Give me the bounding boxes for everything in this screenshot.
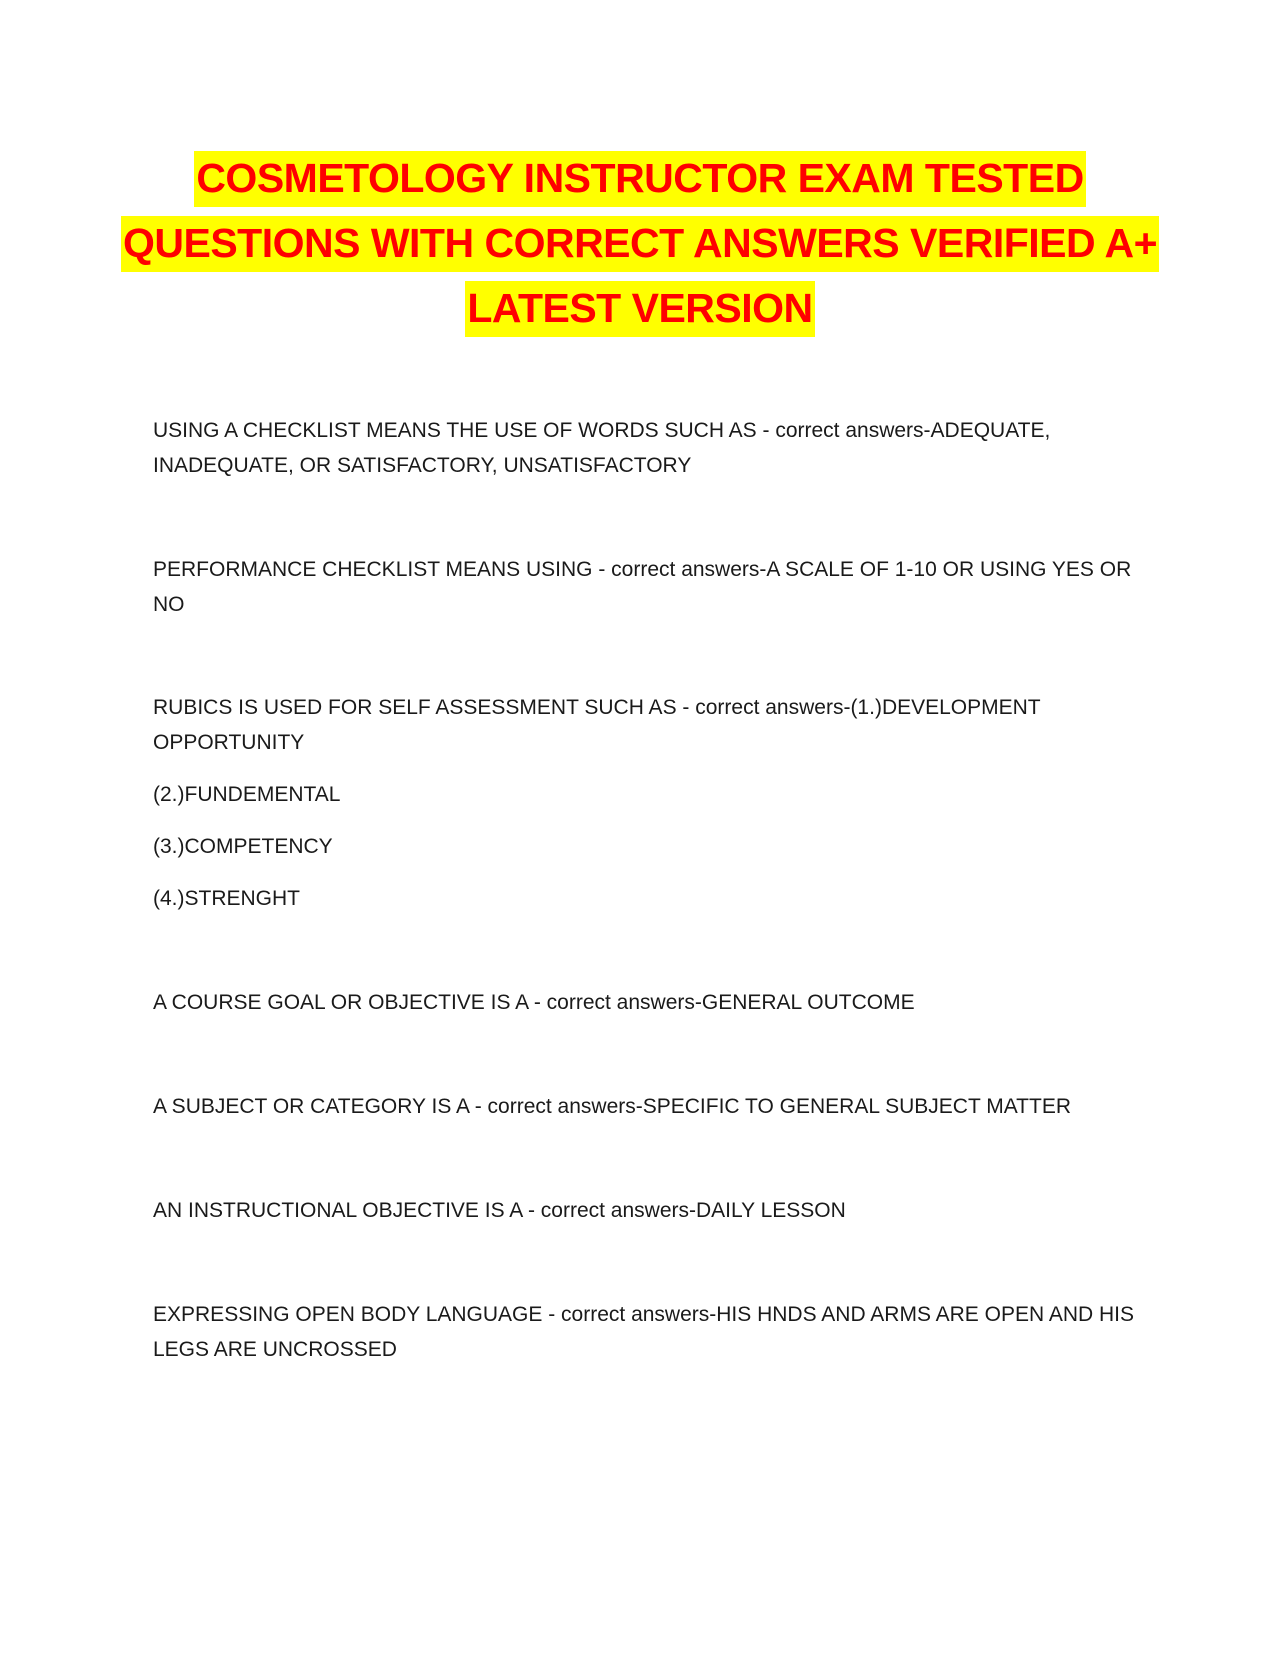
qa-text: OPPORTUNITY [153, 731, 305, 754]
qa-text: AN INSTRUCTIONAL OBJECTIVE IS A - correct answers-DAILY LESSON [153, 1199, 846, 1222]
title-line-3: LATEST VERSION [0, 276, 1280, 341]
qa-text: RUBICS IS USED FOR SELF ASSESSMENT SUCH AS - correct answers-(1.)DEVELOPMENT [153, 696, 1041, 719]
qa-text: EXPRESSING OPEN BODY LANGUAGE - correct answers-HIS HNDS AND ARMS ARE OPEN AND HIS [153, 1303, 1135, 1326]
document-title [0, 146, 1280, 341]
qa-text: INADEQUATE, OR SATISFACTORY, UNSATISFACTORY [153, 454, 692, 477]
qa-text: LEGS ARE UNCROSSED [153, 1338, 397, 1361]
title-line-2: QUESTIONS WITH CORRECT ANSWERS VERIFIED A+ [0, 211, 1280, 276]
qa-text: USING A CHECKLIST MEANS THE USE OF WORDS SUCH AS - correct answers-ADEQUATE, [153, 419, 1051, 442]
qa-text: NO [153, 593, 185, 616]
qa-item-performance-checklist [153, 552, 1138, 622]
rubics-sub-item: (4.)STRENGHT [153, 887, 300, 910]
qa-item-checklist-words [153, 413, 1138, 483]
qa-item-course-goal [153, 985, 1138, 1020]
qa-item-subject-category [153, 1089, 1138, 1124]
rubics-sub-item: (3.)COMPETENCY [153, 835, 333, 858]
qa-item-rubics [153, 690, 1138, 760]
qa-text: A SUBJECT OR CATEGORY IS A - correct answers-SPECIFIC TO GENERAL SUBJECT MATTER [153, 1095, 1071, 1118]
qa-text: PERFORMANCE CHECKLIST MEANS USING - correct answers-A SCALE OF 1-10 OR USING YES OR [153, 558, 1132, 581]
rubics-sub-item: (2.)FUNDEMENTAL [153, 783, 341, 806]
qa-item-open-body-language [153, 1297, 1138, 1367]
qa-text: A COURSE GOAL OR OBJECTIVE IS A - correct answers-GENERAL OUTCOME [153, 991, 915, 1014]
qa-item-instructional-objective [153, 1193, 1138, 1228]
title-line-1: COSMETOLOGY INSTRUCTOR EXAM TESTED [0, 146, 1280, 211]
